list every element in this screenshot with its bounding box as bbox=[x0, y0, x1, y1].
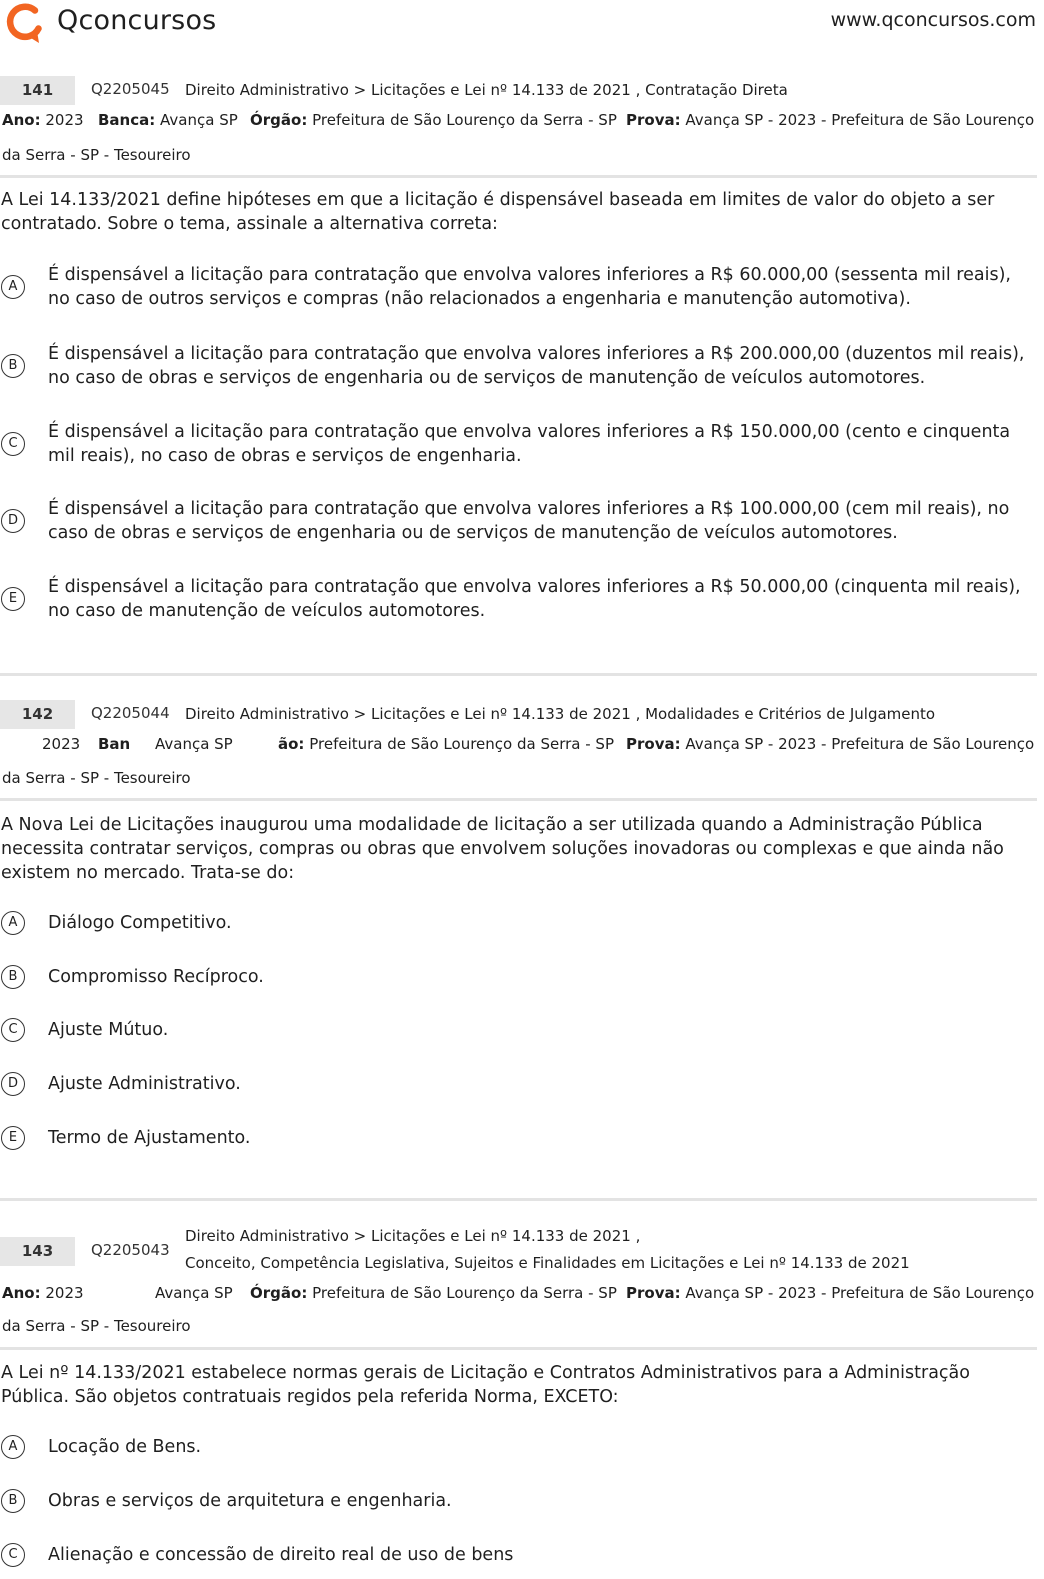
question-separator bbox=[0, 1198, 1037, 1201]
question-id[interactable]: Q2205044 bbox=[91, 704, 170, 722]
prova-label: Prova: bbox=[626, 111, 681, 129]
option-letter-circle[interactable]: A bbox=[1, 275, 25, 299]
option-text[interactable]: Obras e serviços de arquitetura e engenharia. bbox=[48, 1491, 452, 1511]
question-stem: A Nova Lei de Licitações inaugurou uma modalidade de licitação a ser utilizada quando a Administração Pública necessita contratar serviços, compras ou obras que envolvem soluções inovadoras ou complexas e que ainda não existem no mercado. Trata-se do: bbox=[1, 815, 1004, 883]
option-text[interactable]: Locação de Bens. bbox=[48, 1437, 202, 1457]
option-letter-circle[interactable]: C bbox=[1, 1543, 25, 1567]
page-header bbox=[0, 0, 1044, 50]
banca-label: Banca: bbox=[98, 111, 156, 129]
divider bbox=[0, 798, 1037, 801]
brand-name[interactable]: Qconcursos bbox=[57, 5, 217, 36]
option-text[interactable]: É dispensável a licitação para contratação que envolva valores inferiores a R$ 100.000,00 (cem mil reais), no caso de obras e serviços de engenharia ou de serviços de manutenção de veículos automotores. bbox=[48, 499, 1010, 543]
ano-value: 2023 bbox=[45, 1284, 84, 1302]
prova-value[interactable]: Avança SP - 2023 - Prefeitura de São Lourenço bbox=[685, 735, 1035, 753]
banca-value[interactable]: Avança SP bbox=[155, 1284, 233, 1302]
option-letter-circle[interactable]: E bbox=[1, 587, 25, 611]
prova-continuation[interactable]: da Serra - SP - Tesoureiro bbox=[2, 769, 191, 787]
question-number: 142 bbox=[0, 700, 75, 729]
option-text[interactable]: É dispensável a licitação para contratação que envolva valores inferiores a R$ 60.000,00 (sessenta mil reais), no caso de outros serviços e compras (não relacionados a engenharia e manutenção automotiva). bbox=[48, 265, 1011, 309]
divider bbox=[0, 1347, 1037, 1350]
option-letter-circle[interactable]: B bbox=[1, 354, 25, 378]
banca-value[interactable]: Avança SP bbox=[160, 111, 238, 129]
option-text[interactable]: Compromisso Recíproco. bbox=[48, 967, 264, 987]
option-letter-circle[interactable]: B bbox=[1, 1489, 25, 1513]
ano-value: 2023 bbox=[42, 735, 81, 753]
banca-value[interactable]: Avança SP bbox=[155, 735, 233, 753]
ano-label: Ano: bbox=[2, 111, 41, 129]
option-letter-circle[interactable]: C bbox=[1, 432, 25, 456]
ano-value: 2023 bbox=[45, 111, 84, 129]
prova-continuation[interactable]: da Serra - SP - Tesoureiro bbox=[2, 146, 191, 164]
orgao-value[interactable]: Prefeitura de São Lourenço da Serra - SP bbox=[312, 1284, 617, 1302]
orgao-value[interactable]: Prefeitura de São Lourenço da Serra - SP bbox=[309, 735, 614, 753]
option-text[interactable]: Ajuste Mútuo. bbox=[48, 1020, 169, 1040]
banca-label: Ban bbox=[98, 735, 131, 753]
divider bbox=[0, 175, 1037, 178]
question-topic-line1[interactable]: Direito Administrativo > Licitações e Lei nº 14.133 de 2021 , bbox=[185, 1227, 641, 1245]
prova-value[interactable]: Avança SP - 2023 - Prefeitura de São Lourenço bbox=[685, 111, 1035, 129]
prova-label: Prova: bbox=[626, 1284, 681, 1302]
prova-label: Prova: bbox=[626, 735, 681, 753]
question-separator bbox=[0, 673, 1037, 676]
option-text[interactable]: Ajuste Administrativo. bbox=[48, 1074, 241, 1094]
option-text[interactable]: É dispensável a licitação para contratação que envolva valores inferiores a R$ 200.000,00 (duzentos mil reais), no caso de obras e serviços de engenharia ou de serviços de manutenção de veículos automotores. bbox=[48, 344, 1025, 388]
site-url[interactable]: www.qconcursos.com bbox=[830, 9, 1036, 31]
question-stem: A Lei 14.133/2021 define hipóteses em que a licitação é dispensável baseada em limites de valor do objeto a ser contratado. Sobre o tema, assinale a alternativa correta: bbox=[1, 190, 995, 234]
option-letter-circle[interactable]: D bbox=[1, 509, 25, 533]
question-topic-line2[interactable]: Conceito, Competência Legislativa, Sujeitos e Finalidades em Licitações e Lei nº 14.133 de 2021 bbox=[185, 1254, 910, 1272]
prova-continuation[interactable]: da Serra - SP - Tesoureiro bbox=[2, 1317, 191, 1335]
orgao-label: ão: bbox=[278, 735, 305, 753]
question-id[interactable]: Q2205045 bbox=[91, 80, 170, 98]
question-number: 143 bbox=[0, 1237, 75, 1266]
orgao-label: Órgão: bbox=[250, 1284, 308, 1302]
option-letter-circle[interactable]: C bbox=[1, 1018, 25, 1042]
prova-value[interactable]: Avança SP - 2023 - Prefeitura de São Lourenço bbox=[685, 1284, 1035, 1302]
option-letter-circle[interactable]: E bbox=[1, 1126, 25, 1150]
option-letter-circle[interactable]: A bbox=[1, 911, 25, 935]
orgao-value[interactable]: Prefeitura de São Lourenço da Serra - SP bbox=[312, 111, 617, 129]
question-id[interactable]: Q2205043 bbox=[91, 1241, 170, 1259]
question-number: 141 bbox=[0, 76, 75, 105]
option-text[interactable]: Diálogo Competitivo. bbox=[48, 913, 232, 933]
ano-label: Ano: bbox=[2, 1284, 41, 1302]
option-letter-circle[interactable]: A bbox=[1, 1435, 25, 1459]
question-topic[interactable]: Direito Administrativo > Licitações e Lei nº 14.133 de 2021 , Contratação Direta bbox=[185, 81, 788, 99]
orgao-label: Órgão: bbox=[250, 111, 308, 129]
option-text[interactable]: É dispensável a licitação para contratação que envolva valores inferiores a R$ 150.000,00 (cento e cinquenta mil reais), no caso de obras e serviços de engenharia. bbox=[48, 422, 1011, 466]
option-text[interactable]: Termo de Ajustamento. bbox=[48, 1128, 251, 1148]
option-letter-circle[interactable]: D bbox=[1, 1072, 25, 1096]
option-text[interactable]: Alienação e concessão de direito real de uso de bens bbox=[48, 1545, 514, 1565]
question-stem: A Lei nº 14.133/2021 estabelece normas gerais de Licitação e Contratos Administrativos para a Administração Pública. São objetos contratuais regidos pela referida Norma, EXCETO: bbox=[1, 1363, 970, 1407]
option-text[interactable]: É dispensável a licitação para contratação que envolva valores inferiores a R$ 50.000,00 (cinquenta mil reais), no caso de manutenção de veículos automotores. bbox=[48, 577, 1021, 621]
option-letter-circle[interactable]: B bbox=[1, 965, 25, 989]
question-topic[interactable]: Direito Administrativo > Licitações e Lei nº 14.133 de 2021 , Modalidades e Critérios de Julgamento bbox=[185, 705, 936, 723]
qconcursos-logo-icon bbox=[2, 1, 46, 45]
